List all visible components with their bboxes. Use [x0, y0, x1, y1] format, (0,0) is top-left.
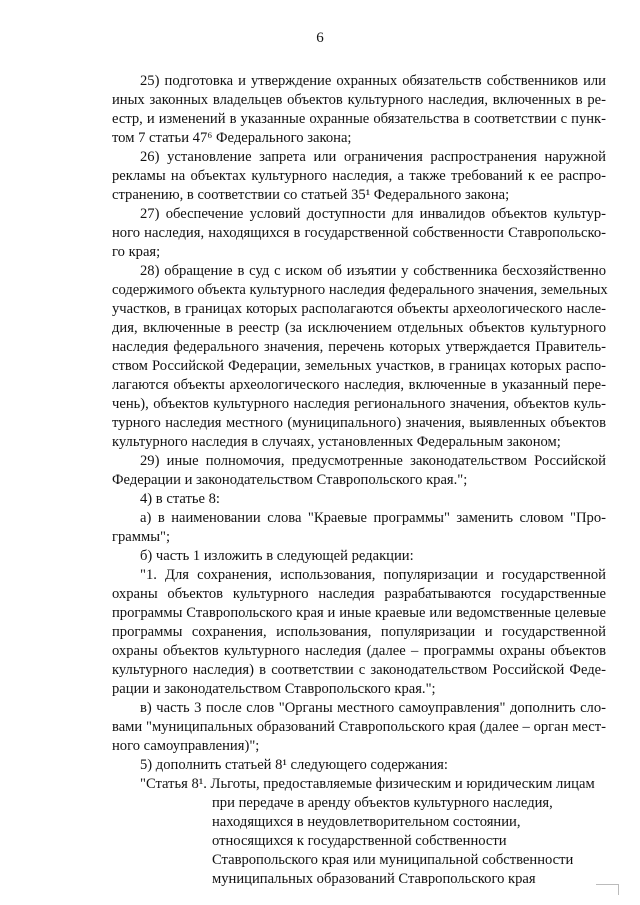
article-heading-line: при передаче в аренду объектов культурного наследия,: [212, 795, 553, 811]
text-line: в) часть 3 после слов "Органы местного самоуправления" дополнить сло-: [140, 700, 606, 716]
text-line: ного наследия, находящихся в государственной собственности Ставропольско-: [112, 225, 606, 241]
superscript: ¹: [282, 757, 287, 773]
text-line: рекламы на объектах культурного наследия, а также требований к ее распро-: [112, 168, 606, 184]
text-line: иных законных владельцев объектов культурного наследия, включенных в ре-: [112, 92, 606, 108]
text-line: граммы";: [112, 529, 171, 545]
text-line: 28) обращение в суд с иском об изъятии у собственника бесхозяйственно: [140, 263, 606, 279]
text-line: 5) дополнить статьей 8¹ следующего содержания:: [140, 757, 448, 773]
superscript: ¹: [198, 776, 204, 792]
text-line: 29) иные полномочия, предусмотренные законодательством Российской: [140, 453, 606, 469]
text-line: участков, в границах которых располагаются объекты археологического насле-: [112, 301, 606, 317]
text-line: дия, включенные в реестр (за исключением отдельных объектов культурного: [112, 320, 606, 336]
text-line: чень), объектов культурного наследия регионального значения, объектов куль-: [112, 396, 606, 412]
text-line: "1. Для сохранения, использования, популяризации и государственной: [140, 567, 606, 583]
superscript: ⁶: [207, 130, 213, 146]
article-heading-line: Ставропольского края или муниципальной собственности: [212, 852, 574, 868]
text-line: 26) установление запрета или ограничения распространения наружной: [140, 149, 606, 165]
text-line: 27) обеспечение условий доступности для инвалидов объектов культур-: [140, 206, 606, 222]
text-line: охраны объектов культурного наследия (далее – программы охраны объектов: [112, 643, 606, 659]
page-number: 6: [316, 30, 324, 46]
text-line: Федерации и законодательством Ставропольского края.";: [112, 472, 468, 488]
text-line: том 7 статьи 47⁶ Федерального закона;: [112, 130, 352, 146]
text-line: культурного наследия) в соответствии с законодательством Российской Феде-: [112, 662, 606, 678]
article-heading-line: муниципальных образований Ставропольского края: [212, 871, 536, 887]
text-line: ного самоуправления)";: [112, 738, 260, 754]
text-line: 4) в статье 8:: [140, 491, 220, 507]
text-line: ством Российской Федерации, земельных участков, в границах которых распо-: [112, 358, 606, 374]
text-line: содержимого объекта культурного наследия федерального значения, земельных: [112, 282, 608, 298]
article-heading-line: относящихся к государственной собственности: [212, 833, 507, 849]
text-line: 25) подготовка и утверждение охранных обязательств собственников или: [140, 73, 606, 89]
text-line: б) часть 1 изложить в следующей редакции:: [140, 548, 414, 564]
text-line: культурного наследия в случаях, установленных Федеральным законом;: [112, 434, 561, 450]
text-line: странению, в соответствии со статьей 35¹ Федерального закона;: [112, 187, 510, 203]
text-line: наследия федерального значения, перечень которых утверждается Правитель-: [112, 339, 606, 355]
superscript: ¹: [365, 187, 371, 203]
text-line: а) в наименовании слова "Краевые программы" заменить словом "Про-: [140, 510, 606, 526]
text-line: турного наследия местного (муниципального) значения, выявленных объектов: [112, 415, 606, 431]
text-line: программы Ставропольского края и иные краевые или ведомственные целевые: [112, 605, 606, 621]
text-line: рации и законодательством Ставропольского края.";: [112, 681, 436, 697]
page-corner-mark: [596, 884, 619, 895]
text-line: лагаются объекты археологического наследия, включенные в указанный пере-: [112, 377, 606, 393]
article-heading: "Статья 8¹. Льготы, предоставляемые физическим и юридическим лицам: [140, 776, 595, 792]
text-line: естр, и изменений в указанные охранные обязательства в соответствии с пунк-: [112, 111, 606, 127]
text-line: охраны объектов культурного наследия разрабатываются государственные: [112, 586, 606, 602]
text-line: вами "муниципальных образований Ставропольского края (далее – орган мест-: [112, 719, 606, 735]
text-line: программы сохранения, использования, популяризации и государственной: [112, 624, 606, 640]
text-line: го края;: [112, 244, 161, 260]
article-heading-line: находящихся в неудовлетворительном состоянии,: [212, 814, 521, 830]
